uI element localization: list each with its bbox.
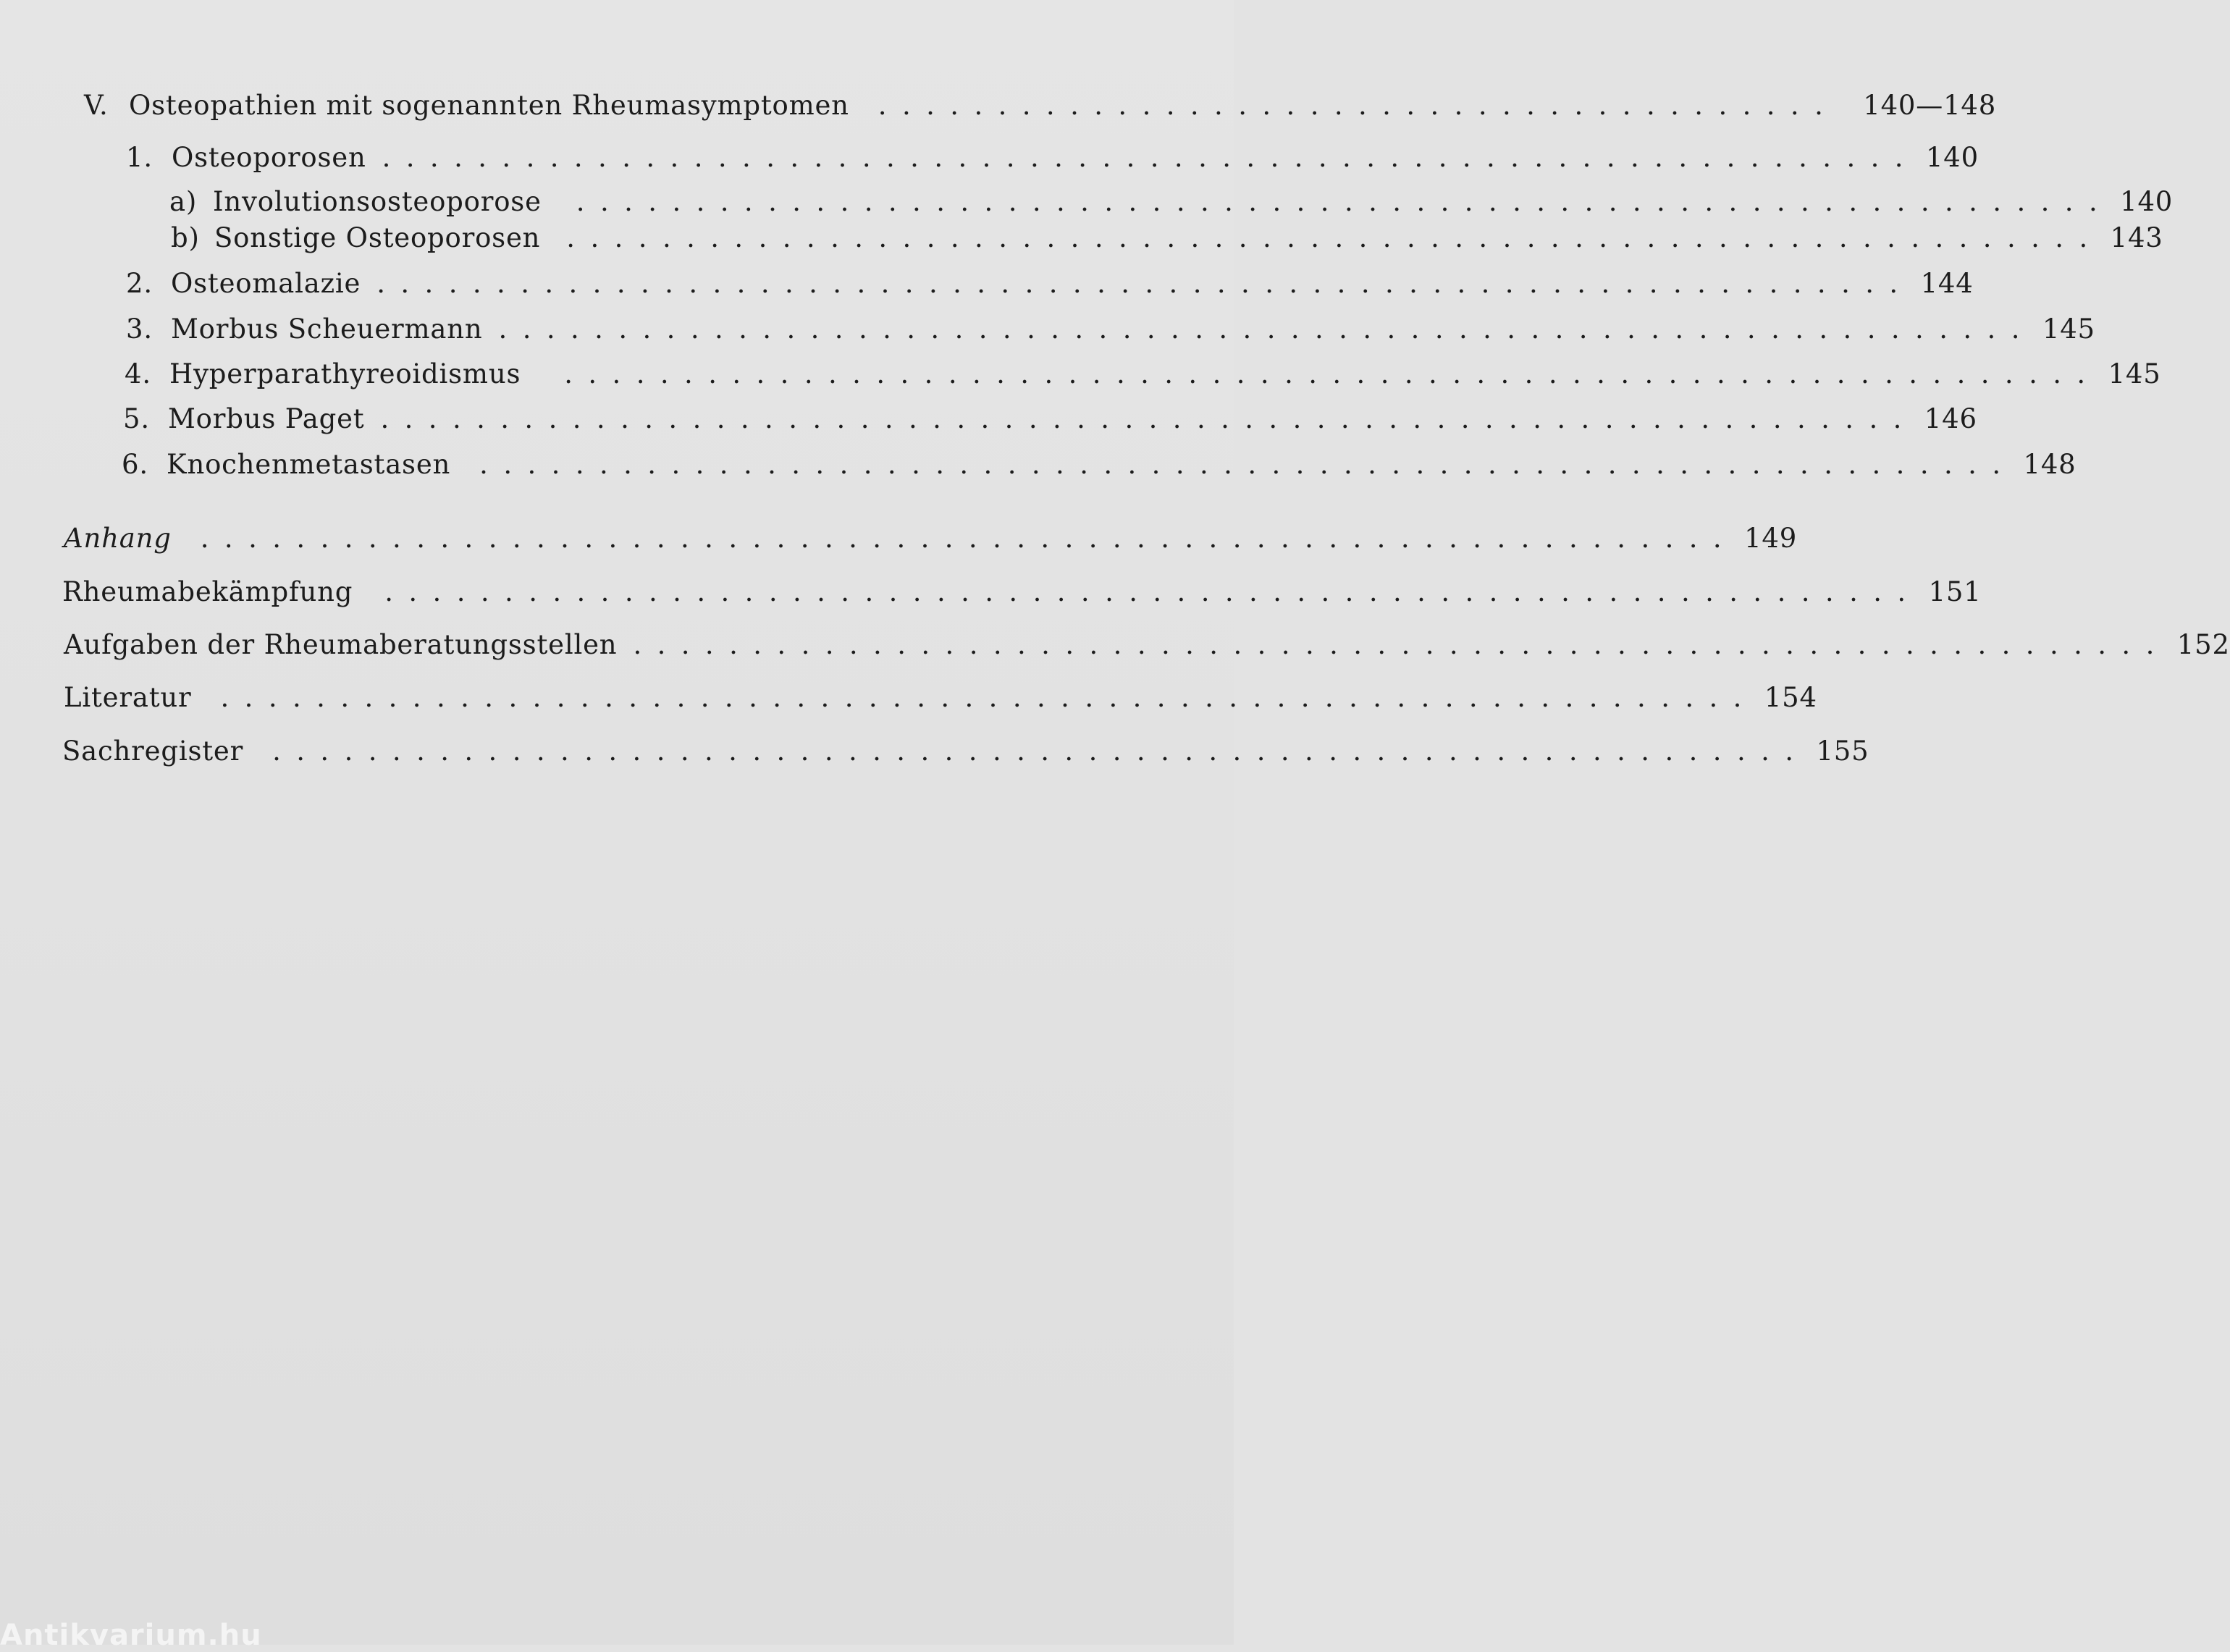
dot-leader: ................................................................ xyxy=(498,313,2035,345)
dot-leader: ................................................................ xyxy=(272,736,1809,767)
toc-entry-appendix xyxy=(62,736,1869,767)
toc-entry-title: Sachregister xyxy=(62,736,244,767)
toc-entry-title: Rheumabekämpfung xyxy=(62,576,353,607)
toc-entry-number: 1. xyxy=(126,142,153,173)
toc-entry-page: 143 xyxy=(2110,222,2163,253)
toc-entry xyxy=(125,358,2161,389)
toc-entry-page: 149 xyxy=(1744,523,1798,554)
toc-entry-page: 140 xyxy=(1925,142,1979,173)
toc-entry-page-range: 140—148 xyxy=(1863,90,1997,121)
toc-entry-title: Aufgaben der Rheumaberatungsstellen xyxy=(64,629,618,660)
toc-entry-title: Morbus Paget xyxy=(168,403,365,434)
toc-entry xyxy=(122,449,2077,480)
toc-entry-number: V. xyxy=(84,90,109,121)
toc-entry-page: 145 xyxy=(2108,358,2161,389)
toc-entry-title: Sonstige Osteoporosen xyxy=(214,222,541,253)
toc-entry xyxy=(126,313,2095,345)
toc-entry-sub xyxy=(171,222,2163,253)
toc-entry-page: 148 xyxy=(2023,449,2077,480)
toc-entry-number: 4. xyxy=(125,358,151,389)
toc-entry-title: Osteoporosen xyxy=(172,142,366,173)
toc-entry-title: Morbus Scheuermann xyxy=(171,313,483,345)
dot-leader: ................................................................ xyxy=(566,222,2103,253)
toc-entry xyxy=(126,142,1979,173)
dot-leader: ................................................................ xyxy=(220,682,1757,713)
toc-entry xyxy=(126,268,1974,299)
toc-entry-number: b) xyxy=(171,222,200,253)
toc-entry-number: 5. xyxy=(123,403,150,434)
toc-entry-title: Involutionsosteoporose xyxy=(213,186,542,217)
watermark: Antikvarium.hu xyxy=(0,1619,262,1652)
dot-leader: ........................................ xyxy=(878,90,1839,121)
toc-entry-page: 155 xyxy=(1816,736,1869,767)
toc-entry xyxy=(123,403,1977,434)
toc-entry-appendix xyxy=(64,682,1817,713)
toc-entry-page: 144 xyxy=(1920,268,1974,299)
dot-leader: ................................................................ xyxy=(479,449,2016,480)
toc-entry-page: 154 xyxy=(1764,682,1817,713)
toc-entry-section-v xyxy=(84,90,1997,121)
toc-entry-page: 151 xyxy=(1928,576,1982,607)
toc-entry-page: 145 xyxy=(2042,313,2095,345)
toc-entry-number: 2. xyxy=(126,268,153,299)
toc-entry-page: 146 xyxy=(1924,403,1977,434)
toc-entry-title: Osteopathien mit sogenannten Rheumasymptomen xyxy=(129,90,849,121)
toc-entry-page: 140 xyxy=(2120,186,2174,217)
toc-entry-appendix xyxy=(64,629,2230,660)
dot-leader: ................................................................ xyxy=(564,358,2101,389)
toc-entry-title: Hyperparathyreoidismus xyxy=(169,358,521,389)
toc-entry-sub xyxy=(169,186,2174,217)
toc-entry-appendix xyxy=(64,523,1798,554)
dot-leader: ................................................................ xyxy=(384,576,1922,607)
toc-entry-number: a) xyxy=(169,186,198,217)
dot-leader: ................................................................ xyxy=(576,186,2113,217)
dot-leader: ................................................................ xyxy=(633,629,2170,660)
toc-entry-title: Osteomalazie xyxy=(171,268,361,299)
toc-entry-page: 152 xyxy=(2176,629,2230,660)
toc-entry-appendix xyxy=(62,576,1982,607)
dot-leader: ................................................................ xyxy=(200,523,1738,554)
toc-entry-title: Literatur xyxy=(64,682,192,713)
toc-entry-number: 6. xyxy=(122,449,148,480)
dot-leader: ................................................................ xyxy=(376,268,1914,299)
toc-entry-number: 3. xyxy=(126,313,153,345)
toc-entry-title: Anhang xyxy=(64,523,172,554)
toc-entry-title: Knochenmetastasen xyxy=(167,449,451,480)
dot-leader: ................................................................ xyxy=(382,142,1919,173)
dot-leader: ................................................................ xyxy=(380,403,1917,434)
